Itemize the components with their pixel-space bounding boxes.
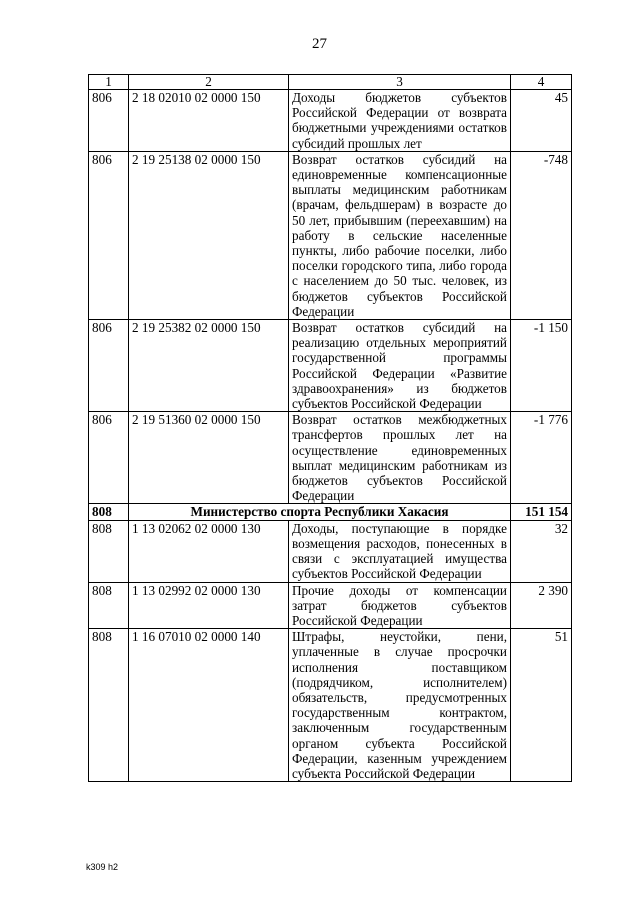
admin-code: 806 [89,90,129,152]
admin-code: 806 [89,320,129,412]
table-row [89,412,572,504]
income-description: Прочие доходы от компенсации затрат бюджетов субъектов Российской Федерации [289,582,511,629]
amount: 45 [511,90,572,152]
amount: -748 [511,151,572,319]
table-row [89,90,572,152]
admin-code: 808 [89,504,129,520]
admin-code: 808 [89,520,129,582]
table-row [89,582,572,629]
budget-code: 1 13 02062 02 0000 130 [129,520,289,582]
header-row [89,75,572,90]
income-description: Доходы бюджетов субъектов Российской Федерации от возврата бюджетными учреждениями остатков субсидий прошлых лет [289,90,511,152]
table-row [89,520,572,582]
amount: 2 390 [511,582,572,629]
budget-code: 2 19 25138 02 0000 150 [129,151,289,319]
header-col-2: 2 [129,75,289,90]
header-col-3: 3 [289,75,511,90]
table-row [89,629,572,782]
ministry-total: 151 154 [511,504,572,520]
budget-code: 2 19 25382 02 0000 150 [129,320,289,412]
admin-code: 808 [89,629,129,782]
budget-table [88,74,572,782]
budget-code: 2 18 02010 02 0000 150 [129,90,289,152]
header-col-4: 4 [511,75,572,90]
income-description: Доходы, поступающие в порядке возмещения расходов, понесенных в связи с эксплуатацией имущества субъектов Российской Федерации [289,520,511,582]
amount: 51 [511,629,572,782]
budget-code: 1 16 07010 02 0000 140 [129,629,289,782]
budget-code: 1 13 02992 02 0000 130 [129,582,289,629]
amount: -1 776 [511,412,572,504]
budget-code: 2 19 51360 02 0000 150 [129,412,289,504]
ministry-row [89,504,572,520]
header-col-1: 1 [89,75,129,90]
table-row [89,320,572,412]
income-description: Возврат остатков субсидий на реализацию отдельных мероприятий государственной программы Российской Федерации «Развитие здравоохранения» из бюджетов субъектов Российской Федерации [289,320,511,412]
admin-code: 806 [89,412,129,504]
page-number: 27 [312,36,327,52]
amount: -1 150 [511,320,572,412]
document-code: k309 h2 [86,862,119,872]
income-description: Штрафы, неустойки, пени, уплаченные в случае просрочки исполнения поставщиком (подрядчиком, исполнителем) обязательств, предусмотренных государственным контрактом, заключенным государственным органом субъекта Российской Федерации, казенным учреждением субъекта Российской Федерации [289,629,511,782]
table-row [89,151,572,319]
income-description: Возврат остатков субсидий на единовременные компенсационные выплаты медицинским работникам (врачам, фельдшерам) в возрасте до 50 лет, прибывшим (переехавшим) на работу в сельские населенные пункты, либо рабочие поселки, либо поселки городского типа, либо города с населением до 50 тыс. человек, из бюджетов субъектов Российской Федерации [289,151,511,319]
admin-code: 806 [89,151,129,319]
amount: 32 [511,520,572,582]
ministry-name: Министерство спорта Республики Хакасия [129,504,511,520]
income-description: Возврат остатков межбюджетных трансфертов прошлых лет на осуществление единовременных выплат медицинским работникам из бюджетов субъектов Российской Федерации [289,412,511,504]
admin-code: 808 [89,582,129,629]
